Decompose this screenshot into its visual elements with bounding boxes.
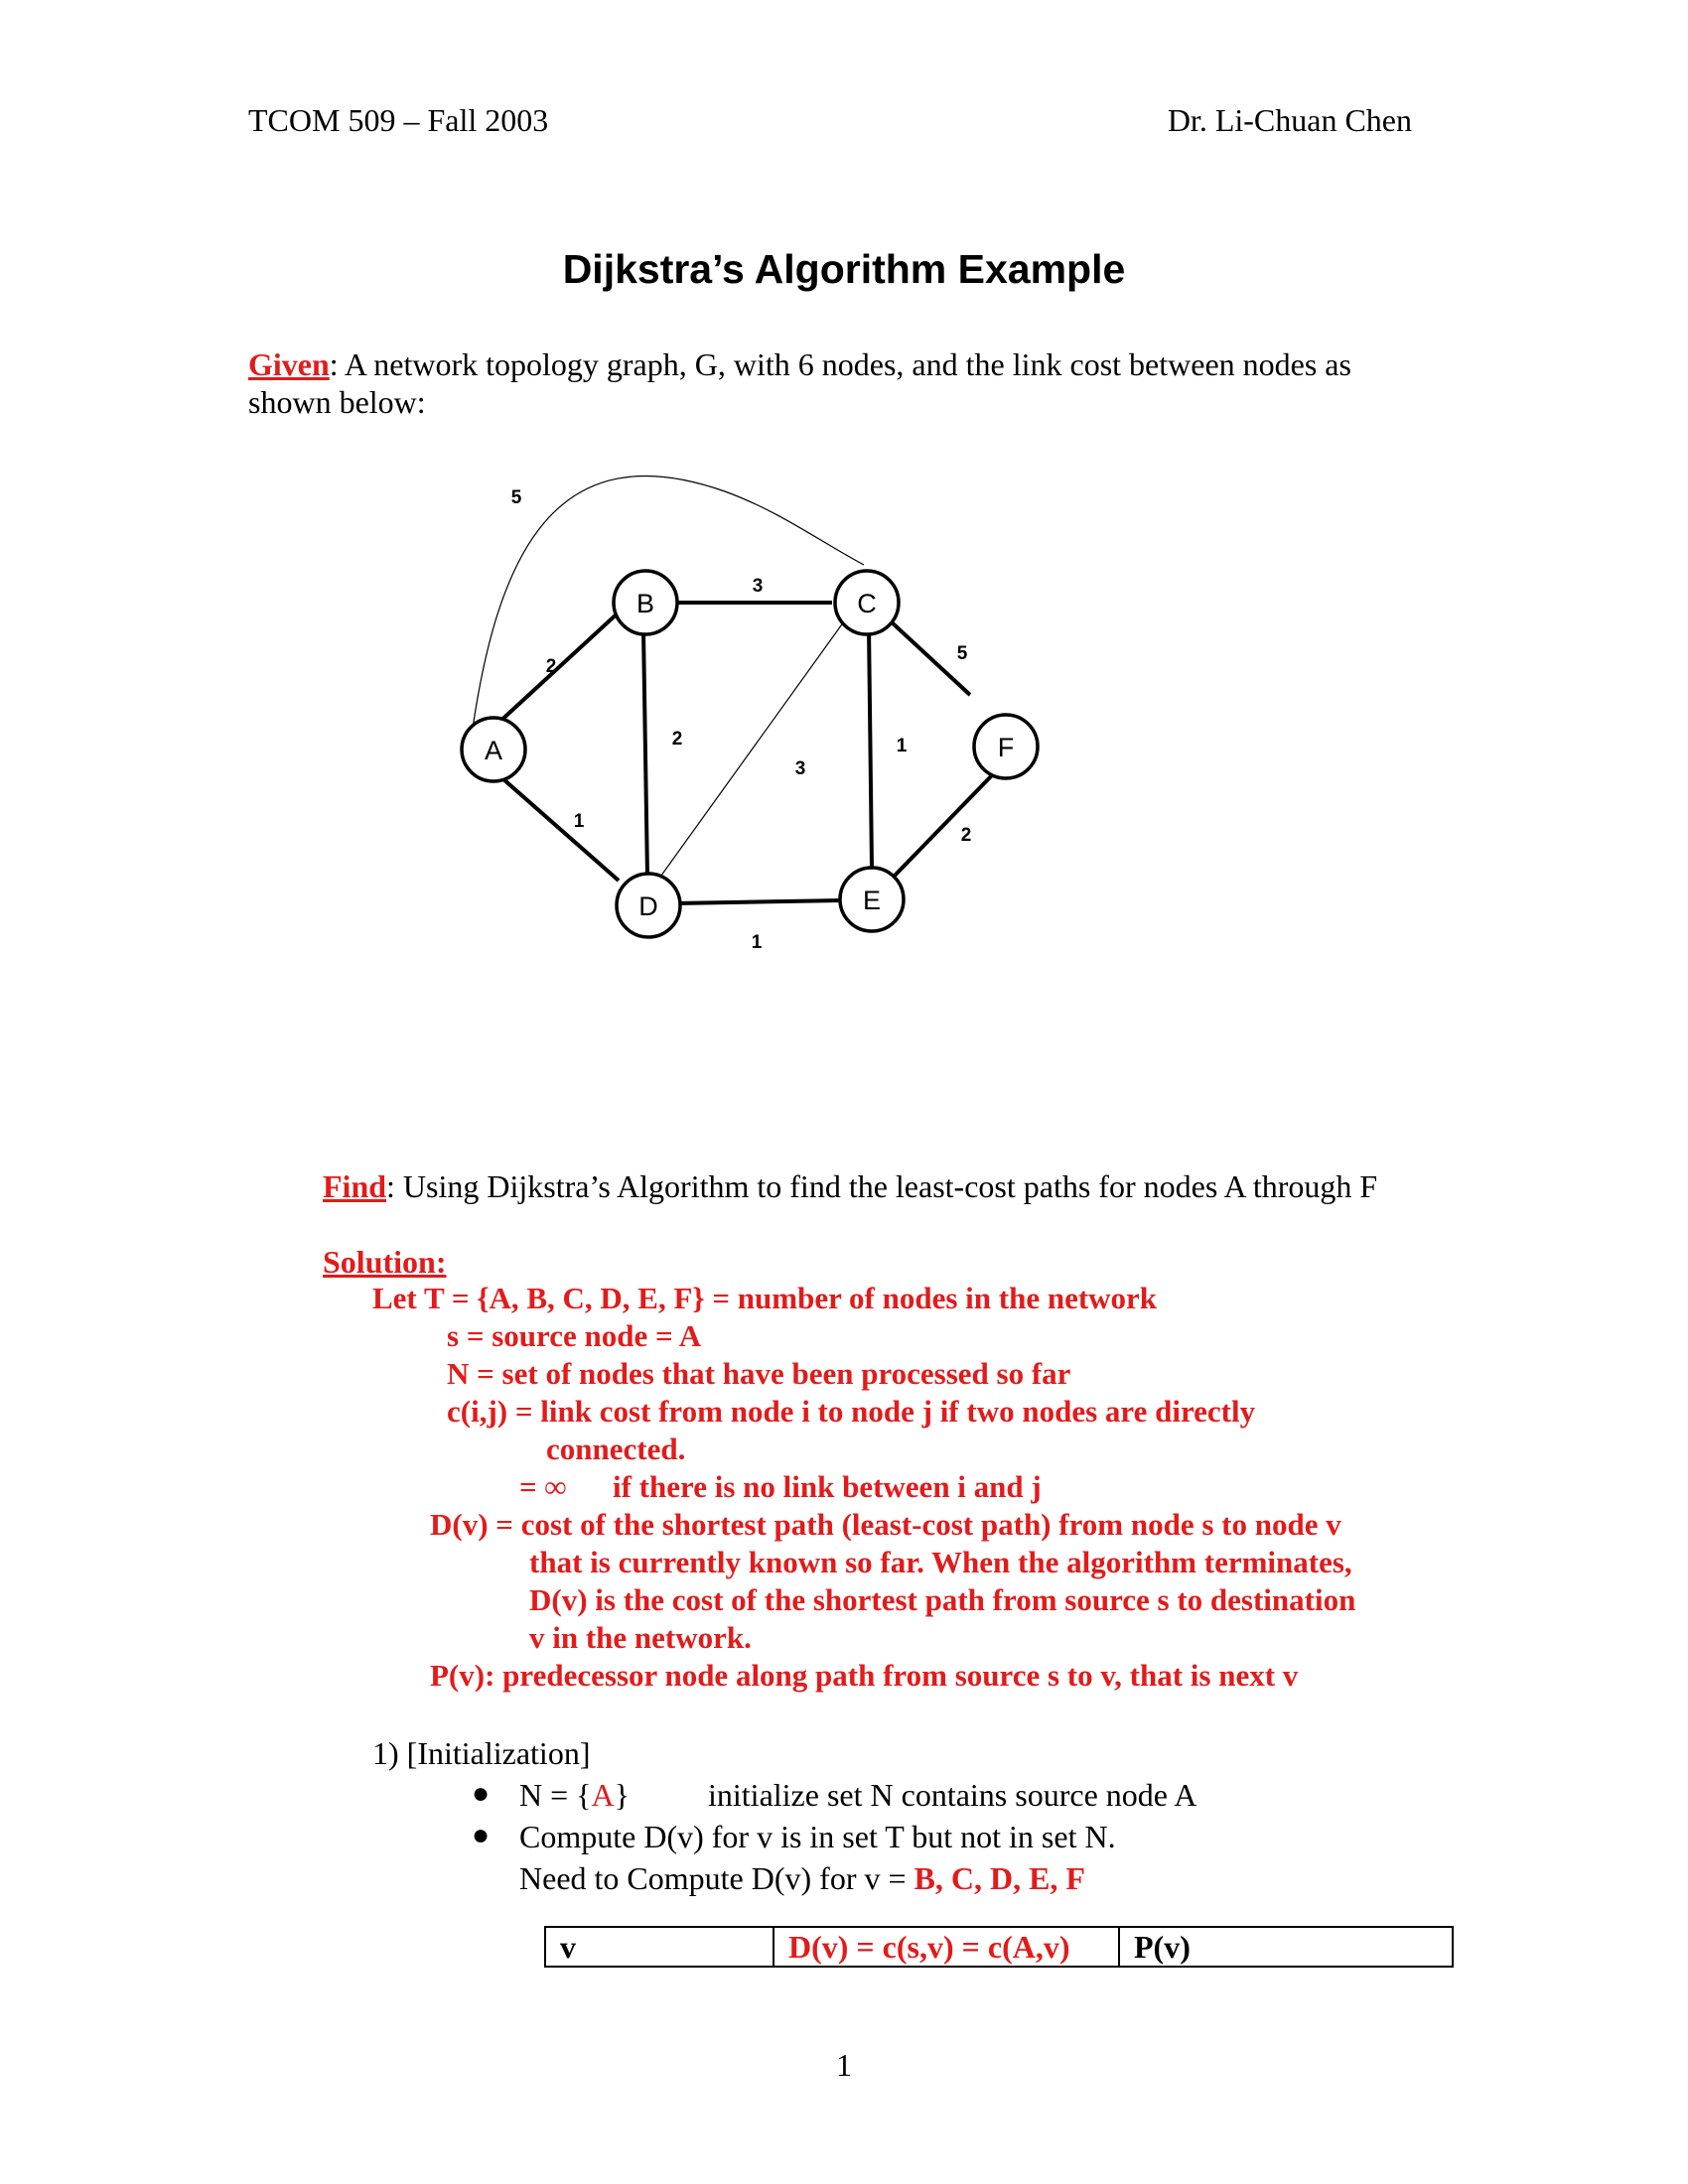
bullet-compute-dv-nodes: Need to Compute D(v) for v = B, C, D, E, F xyxy=(519,1860,1085,1896)
cost-label-a-b: 2 xyxy=(545,656,557,677)
cost-label-d-e: 1 xyxy=(751,932,763,953)
table-header-pv: P(v) xyxy=(1119,1927,1453,1967)
solution-line-dv-cont2: D(v) is the cost of the shortest path from source s to destination xyxy=(529,1582,1356,1617)
cost-label-c-e: 1 xyxy=(896,736,908,756)
cost-label-a-d: 1 xyxy=(573,811,585,832)
init-table xyxy=(544,1926,1454,1968)
given-label: Given xyxy=(248,346,330,382)
node-label-f: F xyxy=(997,733,1015,762)
bullet-icon: ● xyxy=(472,1819,491,1851)
edge-c-d xyxy=(653,583,872,887)
given-text: : A network topology graph, G, with 6 nodes, and the link cost between nodes as shown below: xyxy=(248,346,1351,420)
solution-line-no-link: if there is no link between i and j xyxy=(613,1469,1042,1504)
edge-a-b xyxy=(496,611,621,725)
cost-label-e-f: 2 xyxy=(960,825,972,846)
edge-d-e xyxy=(675,900,842,903)
cost-label-b-d: 2 xyxy=(671,729,683,750)
node-label-d: D xyxy=(638,891,658,921)
node-label-c: C xyxy=(857,589,877,618)
page-title: Dijkstra’s Algorithm Example xyxy=(562,246,1126,292)
solution-line-cij: c(i,j) = link cost from node i to node j if two nodes are directly xyxy=(447,1394,1256,1429)
step-initialization: 1) [Initialization] xyxy=(372,1735,591,1771)
solution-line-cij-cont: connected. xyxy=(546,1432,686,1466)
node-label-e: E xyxy=(862,886,882,915)
edge-b-d xyxy=(643,630,647,877)
node-label-b: B xyxy=(635,589,655,618)
table-header-row xyxy=(545,1927,1453,1967)
find-paragraph xyxy=(323,1167,1377,1205)
solution-line-dv-cont1: that is currently known so far. When the algorithm terminates, xyxy=(529,1545,1352,1579)
bullet-set-n: N = {A} xyxy=(519,1777,630,1813)
node-label-a: A xyxy=(484,736,503,765)
table-header-dv: D(v) = c(s,v) = c(A,v) xyxy=(774,1927,1119,1967)
solution-line-t: Let T = {A, B, C, D, E, F} = number of nodes in the network xyxy=(372,1281,1158,1315)
solution-line-pv: P(v): predecessor node along path from source s to v, that is next v xyxy=(430,1658,1299,1693)
cost-label-b-c: 3 xyxy=(752,576,764,597)
header-course: TCOM 509 – Fall 2003 xyxy=(248,102,549,138)
table-header-v: v xyxy=(545,1927,774,1967)
find-text: : Using Dijkstra’s Algorithm to find the least-cost paths for nodes A through F xyxy=(386,1168,1378,1204)
solution-line-s: s = source node = A xyxy=(447,1318,702,1353)
cost-label-a-c: 5 xyxy=(510,487,522,508)
edge-c-e xyxy=(869,627,872,868)
find-label: Find xyxy=(323,1168,387,1204)
solution-label: Solution: xyxy=(323,1244,447,1280)
cost-label-c-d: 3 xyxy=(794,758,806,779)
page-number: 1 xyxy=(836,2047,852,2083)
bullet-set-n-desc: initialize set N contains source node A xyxy=(708,1777,1197,1813)
solution-line-n: N = set of nodes that have been processed so far xyxy=(447,1356,1071,1391)
solution-line-dv-cont3: v in the network. xyxy=(529,1620,752,1655)
cost-label-c-f: 5 xyxy=(956,643,968,664)
solution-line-dv: D(v) = cost of the shortest path (least-cost path) from node s to node v xyxy=(430,1507,1341,1542)
edge-a-d xyxy=(494,771,619,881)
edge-e-f xyxy=(894,774,993,877)
bullet-compute-dv: Compute D(v) for v is in set T but not in set N. xyxy=(519,1819,1116,1854)
solution-line-infinity: = ∞ xyxy=(519,1469,567,1504)
header-author: Dr. Li-Chuan Chen xyxy=(1167,102,1412,138)
bullet-icon: ● xyxy=(472,1777,491,1810)
given-paragraph xyxy=(248,345,1440,421)
network-graph xyxy=(437,452,1072,968)
